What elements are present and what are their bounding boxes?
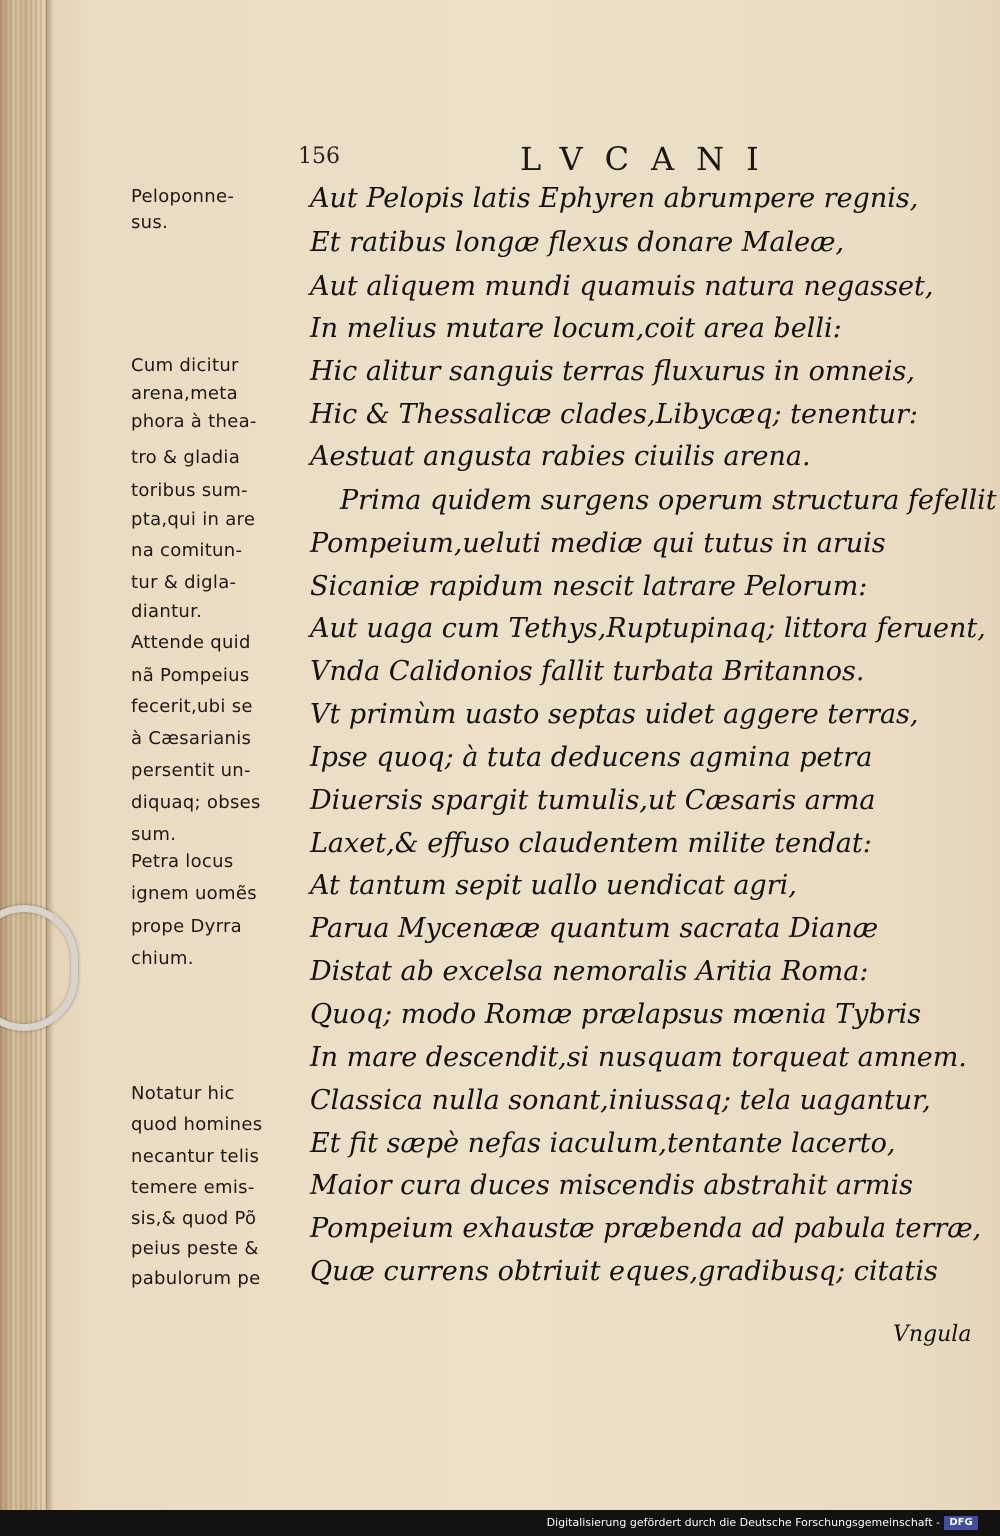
- margin-note-line: Petra locus: [131, 851, 234, 872]
- verse-line: Classica nulla sonant,iniussaq; tela uagantur,: [310, 1085, 931, 1116]
- margin-note-line: ignem uomẽs: [131, 883, 257, 904]
- verse-line: Et fit sæpè nefas iaculum,tentante lacerto,: [310, 1128, 896, 1159]
- margin-note-line: peius peste &: [131, 1238, 259, 1259]
- catchword: Vngula: [893, 1322, 972, 1347]
- margin-note-line: pabulorum pe: [131, 1268, 261, 1289]
- verse-line: Et ratibus longæ flexus donare Maleæ,: [310, 227, 845, 258]
- page-number: 156: [298, 144, 340, 169]
- running-title: LVCANI: [520, 140, 781, 178]
- verse-line: Quoq; modo Romæ prælapsus mœnia Tybris: [310, 999, 922, 1030]
- paper-clip: [0, 905, 78, 1031]
- verse-line: Aut aliquem mundi quamuis natura negasset,: [310, 271, 934, 302]
- page-header: [298, 140, 858, 180]
- margin-note-line: phora à thea-: [131, 411, 257, 432]
- verse-line: Pompeium exhaustæ præbenda ad pabula terræ,: [310, 1213, 982, 1244]
- margin-note-line: diquaq; obses: [131, 792, 261, 813]
- verse-line: At tantum sepit uallo uendicat agri,: [310, 870, 797, 901]
- margin-note-line: à Cæsarianis: [131, 728, 252, 749]
- verse-line: In mare descendit,si nusquam torqueat amnem.: [310, 1042, 967, 1073]
- dfg-logo: DFG: [944, 1516, 978, 1530]
- margin-note-line: quod homines: [131, 1114, 263, 1135]
- verse-line: Vt primùm uasto septas uidet aggere terras,: [310, 699, 919, 730]
- margin-note-line: prope Dyrra: [131, 916, 242, 937]
- verse-line: Aestuat angusta rabies ciuilis arena.: [310, 441, 811, 472]
- footer-bar: [0, 1510, 1000, 1536]
- margin-note-line: fecerit,ubi se: [131, 696, 253, 717]
- margin-note-line: na comitun-: [131, 540, 243, 561]
- funding-credit: Digitalisierung gefördert durch die Deutsche Forschungsgemeinschaft -: [546, 1516, 940, 1529]
- margin-note-line: tur & digla-: [131, 572, 237, 593]
- margin-note-line: Attende quid: [131, 632, 251, 653]
- margin-note-line: toribus sum-: [131, 480, 248, 501]
- margin-note-line: sus.: [131, 212, 169, 233]
- verse-line: Pompeium,ueluti mediæ qui tutus in aruis: [310, 528, 886, 559]
- margin-note-line: diantur.: [131, 601, 203, 622]
- verse-line: Vnda Calidonios fallit turbata Britannos.: [310, 656, 865, 687]
- verse-line: Hic & Thessalicæ clades,Libycæq; tenentur:: [310, 399, 918, 430]
- margin-note-line: arena,meta: [131, 383, 238, 404]
- verse-line: Laxet,& effuso claudentem milite tendat:: [310, 828, 872, 859]
- verse-line: Hic alitur sanguis terras fluxurus in omneis,: [310, 356, 915, 387]
- margin-note-line: necantur telis: [131, 1146, 260, 1167]
- margin-note-line: sis,& quod Põ: [131, 1208, 257, 1229]
- margin-note-line: Notatur hic: [131, 1083, 235, 1104]
- verse-line: Aut uaga cum Tethys,Ruptupinaq; littora feruent,: [310, 613, 986, 644]
- margin-note-line: temere emis-: [131, 1177, 255, 1198]
- margin-note-line: nã Pompeius: [131, 665, 250, 686]
- gutter-shadow: [46, 0, 54, 1510]
- verse-line: Diuersis spargit tumulis,ut Cæsaris arma: [310, 785, 876, 816]
- margin-note-line: persentit un-: [131, 760, 251, 781]
- margin-note-line: pta,qui in are: [131, 509, 256, 530]
- page-stack-edge: [0, 0, 48, 1510]
- margin-note-line: chium.: [131, 948, 194, 969]
- verse-line: Quæ currens obtriuit eques,gradibusq; citatis: [310, 1256, 938, 1287]
- margin-note-line: sum.: [131, 824, 177, 845]
- verse-line: Ipse quoq; à tuta deducens agmina petra: [310, 742, 873, 773]
- margin-note-line: Peloponne-: [131, 186, 235, 207]
- margin-note-line: Cum dicitur: [131, 355, 239, 376]
- verse-line: Maior cura duces miscendis abstrahit armis: [310, 1170, 914, 1201]
- verse-line: In melius mutare locum,coit area belli:: [310, 313, 842, 344]
- verse-line: Aut Pelopis latis Ephyren abrumpere regnis,: [310, 183, 919, 214]
- margin-note-line: tro & gladia: [131, 447, 241, 468]
- verse-line: Distat ab excelsa nemoralis Aritia Roma:: [310, 956, 869, 987]
- verse-line: Prima quidem surgens operum structura fefellit: [340, 485, 997, 516]
- verse-line: Parua Mycenææ quantum sacrata Dianæ: [310, 913, 879, 944]
- verse-line: Sicaniæ rapidum nescit latrare Pelorum:: [310, 571, 868, 602]
